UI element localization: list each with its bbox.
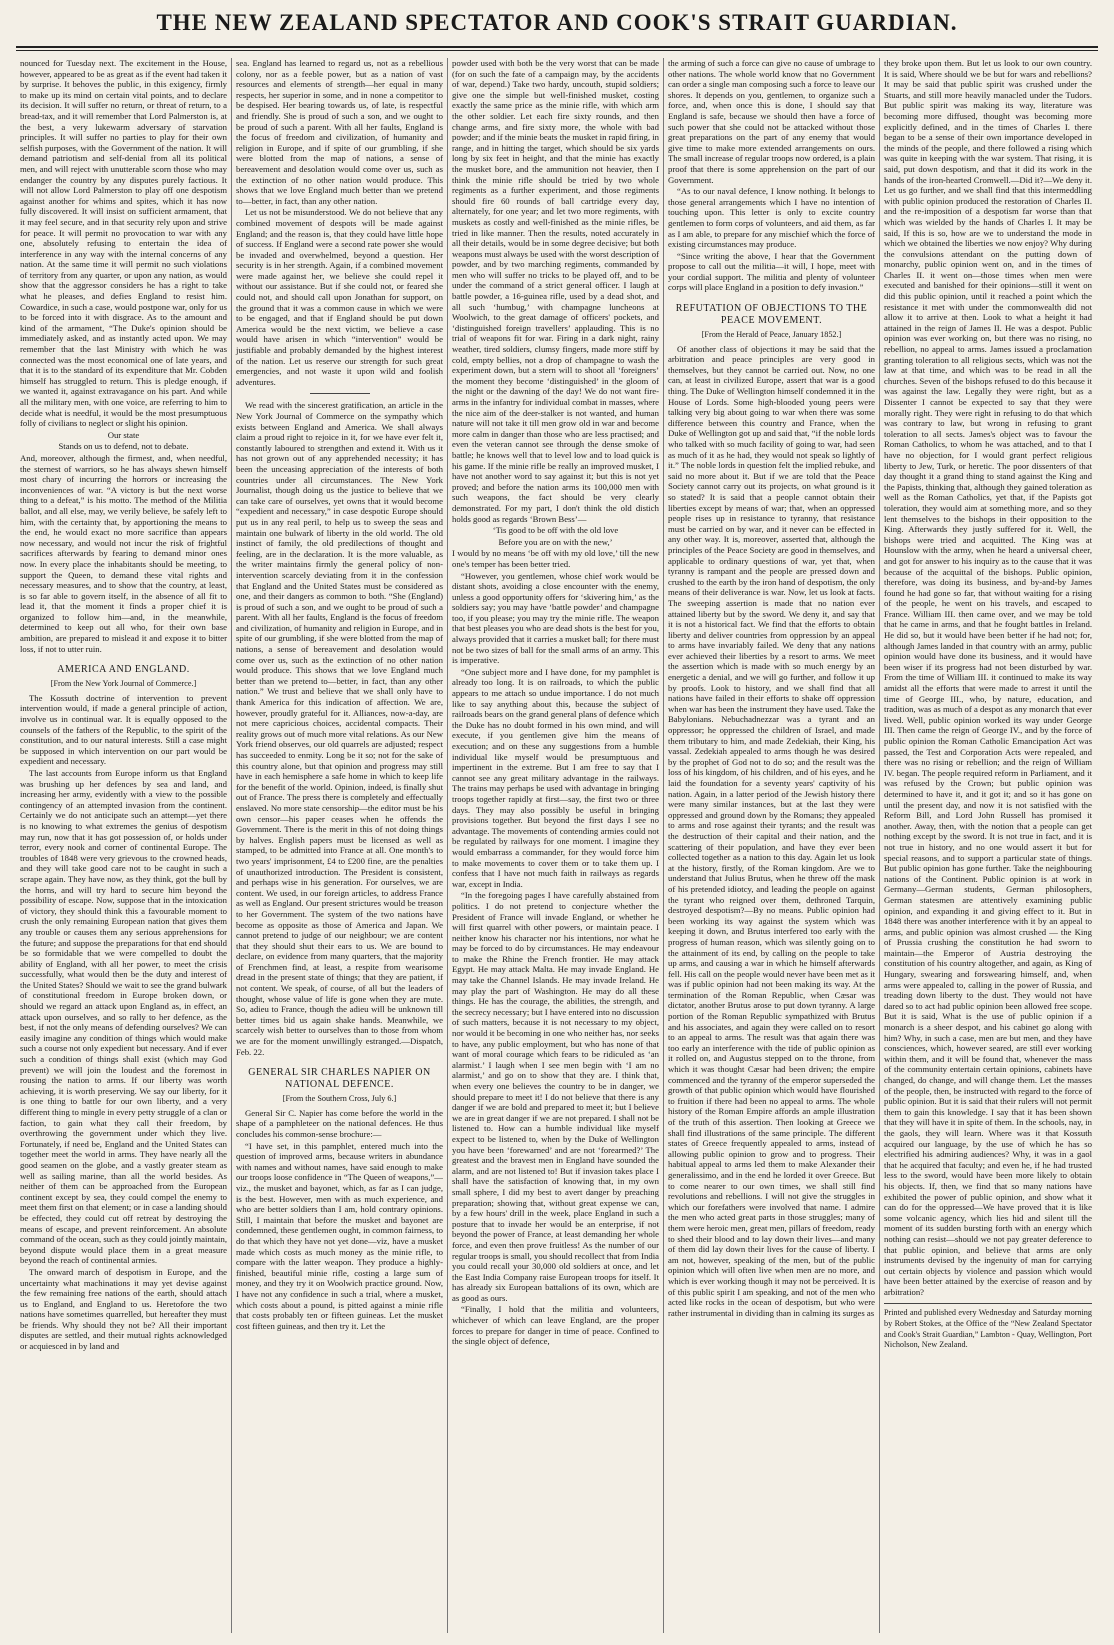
article-paragraph: “One subject more and I have done, for my pamphlet is already too long. It is on railroads, to which the public appears to me attach so undue importance. I do not much like to say anything about this, because the subject of railroads bears on the grand general plans of defence which the Duke has no doubt formed in his own mind, and will execute, if you gentlemen give him the means of execution; and on these any suggestions from a humble individual like myself would be presumptuous and impertinent in the extreme. But I am free to say that I cannot see any great military advantage in the railways. The trains may perhaps be used with advantage in bringing troops together rapidly at first—say, the first two or three days. They may also possibly be useful in bringing provisions together. But beyond the first days I see no advantage. The movements of contending armies could not be regulated by railways for one moment. I imagine they would embarrass a commander, for they would force him to make movements to cover them or to take them up. I confess that I have not much faith in railways as regards war, except in India. — [452, 666, 659, 889]
article-paragraph: We read with the sincerest gratification, an article in the New York Journal of Commerce on the sympathy which exists between England and America. We shall always claim a proud right to rejoice in it, for we have ever felt it, constantly laboured to strengthen and extend it. With us it has not grown out of any apprehended necessity; it has been the unceasing appreciation of the interests of both countries under all circumstances. The New York Journalist, though doing us the justice to believe that we can take care of ourselves, yet owns that it would become “expedient and necessary,” in case despotic Europe should put us in any real peril, to help us to sweep the seas and maintain one bulwark of liberty in the old world. The old instinct of family, the old predilections of thought and feeling, are in the declaration. It is the more valuable, as the writer maintains firmly the general policy of non-intervention scarcely deviating from it in the confession that England and the United States must be considered as one, and their dangers as common to both. “She (England) is proud of such a son, and we ought to be proud of such a parent. With all her faults, England is the focus of freedom and civilization, of humanity and religion in Europe, and in spite of our grumbling, if she were blotted from the map of nations, a sense of bereavement and desolation would come over us, such as the extinction of no other nation would produce. This shows that we love England much better than we pretend to—better, in fact, than any other nation.” We trust and believe that we shall only have to thank America for this indication of affection. We are, however, proudly grateful for it. Alliances, now-a-day, are not mere capricious choices, accidental compacts. Their reality grows out of much more vital relations. As our New York friend observes, our old quarrels are adjusted; respect has succeeded to enmity. Long be it so; not for the sake of this country alone, but that opinion and progress may still have in each hemisphere a safe home in which to keep life for the benefit of the world. Opinion, indeed, is finally shut out of France. The press there is completely and effectually enslaved. No more state censorship—the editor must be his own censor—his paper ceases when he offends the Government. There is the merit in this of not doing things by halves. English papers must be licensed as well as stamped, to be admitted into France at all. One month's to two years' imprisonment, £4 to £200 fine, are the penalties of unauthorized introduction. The President is consistent, and perhaps wise in his generation. For ourselves, we are content. We used, in our foreign articles, to address France as well as England. Our present strictures would be treason to her Government. The system of the two nations have become as opposite as those of America and Japan. We cannot pretend to judge of our neighbour; we are content that they should shut their ears to us. We are bound to declare, on evidence from many quarters, that the majority of Frenchmen find, at least, a respite from wearisome dread in the present state of things; that they are patient, if not content. We speak, of course, of all but the leaders of thought, whose value of life is gone when they are mute. So, adieu to France, though the adieu will be unknown till better times bid us again shake hands. Meanwhile, we scarcely wish better to ourselves than to those from whom we are for the moment unwillingly estranged.—Dispatch, Feb. 22. — [236, 400, 443, 1057]
article-paragraph: powder used with both be the very worst that can be made (for on such the fate of a campaign may, by the accidents of war, depend.) Take two hardy, uncouth, stupid soldiers; give one the simple but well-finished musket, costing exactly the same price as the minie rifle, with which arm the other soldier. Let each fire sixty rounds, and then change arms, and fire sixty more, the whole with bad powder; and if the minie beats the musket in rapid firing, in range, and in hitting the target, which should be six yards long by six feet in height, and that the minie has exactly the musket bore, and the ammunition not heavier, then I think the minie rifle should be tried by two whole regiments as a further experiment, and those regiments should fire 60 rounds of ball cartridge every day, alternately, for one year; and let two more regiments, with muskets as costly and well-finished as the minie rifles, be tried in like manner. Then the results, noted accurately in all their details, would be in some degree decisive; but both weapons must always be used with the worst description of powder, and by two marching regiments, commanded by men who will suffer no tricks to be played off, and to be under the command of a strict general officer. I laugh at battle powder, a 16-guinea rifle, used by a dead shot, and all such ‘humbug,’ with champagne luncheons at Woolwich, to the great damage of officers' pockets, and ‘distinguished foreign travellers’ applauding. This is no trial of weapons fit for war. Firing in a dark night, rainy weather, tired soldiers, clumsy fingers, made more stiff by cold, empty bellies, not a drop of champagne to wash the experiment down, but a stern will to shoot all ‘foreigners’ the moment they become ‘distinguished’ in the gloom of the night or the dawning of the day! We do not want fire-arms in the infantry for individual combat in masses, where the nice aim of the deer-stalker is not wanted, and human nature will not take it till men grow old in war and become more calm in danger than those who are less practised; and even the veteran cannot see through the dense smoke of battle; he knows well that to level low and to load quick is his game. If the minie rifle be really an improved musket, I have not another word to say against it; but this is not yet proved; and before the nation arms its 100,000 men with such weapons, the fact should be very clearly demonstrated. For my part, I don't think the old distich holds good as regards ‘Brown Bess’— — [452, 58, 660, 524]
article-columns — [16, 58, 1098, 1633]
publisher-imprint: Printed and published every Wednesday and Saturday morning by Robert Stokes, at the Office of the “New Zealand Spectator and Cook's Strait Guardian,” Lambton - Quay, Wellington, Port Nicholson, New Zealand. — [884, 1303, 1092, 1350]
article-source: [From the Southern Cross, July 6.] — [282, 1094, 397, 1104]
article-paragraph: The Kossuth doctrine of intervention to prevent intervention would, if made a general principle of action, involve us in continual war. It is equally opposed to the counsels of the fathers of the Republic, to the spirit of the constitution, and to our natural interests. Still a case might be supposed in which intervention on our part would be expedient and necessary. — [20, 692, 227, 767]
article-paragraph: And, moreover, although the firmest, and, when needful, the sternest of warriors, so he has always shewn himself most chary of incurring the horrors or increasing the inconveniences of war. “A victory is but the next worse thing to a defeat,” is his motto. The method of the Militia ballot, and all else, may, we verily believe, be safely left to him, with the certainty that, by apportioning the means to the end, he would exact no more sacrifice than appears now necessary, and would not incur the risk of frightful sacrifices afterwards by fearing to demand minor ones now. In every place the inhabitants should be meeting, to support the Queen, to demand these vital rights and necessary measures, and to show that the country, at least, is so far able to govern itself, in the absence of all fit to lead it, that the moment it finds a proper chief it is organized to follow him—and, in the meanwhile, determined to keep out all who, for their own base ambition, are prepared to mislead it and expose it to bitter loss, if not to utter ruin. — [20, 452, 227, 654]
article-source: [From the Herald of Peace, January 1852.] — [701, 330, 842, 340]
article-headline: REFUTATION OF OBJECTIONS TO THE PEACE MOVEMENT. — [675, 303, 868, 327]
article-paragraph: nounced for Tuesday next. The excitement in the House, however, appeared to be as great as if the event had taken it by surprise. It behoves the public, in this exigency, firmly to make up its mind on certain vital points, and to declare its decision. It will suffer no return, or threat of return, to a bread-tax, and it will remember that Lord Palmerston is, at the best, a very lukewarm adversary of starvation principles. It will suffer no parties to play for their own selfish purposes, with the Government of the nation. It will demand patriotism and self-denial from all its political men, and will reject with unutterable scorn those who may endanger the country by any disputes purely factious. It will not allow Lord Palmerston to play off one despotism against another for whims and spites, which it has now fully discovered. It will insist on sufficient armament, that it may feel secure, and in that security rely upon and strive for peace. It will permit no provocation to war with any one, absolutely refusing to entertain the idea of interference in any way with the internal concerns of any nation. At the same time it will permit no such violations of territory from any quarter, or upon any nation, as would show that the aggressor considers he has a right to take what he pleases, and defies England to resist him. Cowardice, in such a case, would postpone war, only for us to be forced into it with disgrace. As to the amount and kind of the armament, “The Duke's opinion should be immediately asked, and as instantly acted upon. We may remember that the last Ministry with which he was connected was the most economical one of late years, and that it is to the standard of its expenditure that Mr. Cobden himself has struggled to return. This is pledge enough, if we wanted it, against extravagance on his part. And while all the military men, with one voice, are referring to him to decide what is needful, it would be the most presumptuous folly of civilians to neglect or slight his opinion. — [20, 58, 227, 429]
article-paragraph: the arming of such a force can give no cause of umbrage to other nations. The whole world know that no Government can order a single man composing such a force to leave our shores. It depends on you, gentlemen, to organize such a force, and, when once this is done, I should say that England is safe, because we should then have a force of such power that she could not be attacked without those great preparations on the part of any enemy that would give time to make more extended arrangements on ours. The small increase of regular troops now ordered, is a plain proof that there is some apprehension on the part of our Government. — [668, 58, 875, 185]
article-paragraph: “I have set, in this pamphlet, entered much into the question of improved arms, because writers in abundance with names and without names, have said enough to make our troops loose confidence in “The Queen of weapons,”—viz., the musket and bayonet, which, as far as I can judge, is the best. However, men with as much experience, and who are better soldiers than I am, hold contrary opinions. Still, I maintain that before the musket and bayonet are condemned, these gentlemen ought, in common fairness, to do that which they have not yet done—viz, have a musket made which costs as much money as the minie rifle, to compare with the latter weapon. They produce a highly-finished, beautiful minie rifle, costing a large sum of money, and they try it on Woolwich practice ground. Now, I have not any confidence in such a trial, where a musket, which costs about a pound, is pitted against a minie rifle that costs probably ten or fifteen guineas. Let the musket cost fifteen guineas, and then try it. Let the — [236, 1140, 443, 1331]
section-divider — [310, 393, 370, 394]
newspaper-title: THE NEW ZEALAND SPECTATOR AND COOK'S STRAIT GUARDIAN. — [156, 10, 958, 35]
article-paragraph: “As to our naval defence, I know nothing. It belongs to those general arrangements which I have no intention of touching upon. This letter is only to excite country gentlemen to form corps of volunteers, and aid them, as far as I am able, to prepare for any mischief which the force of existing circumstances may produce. — [668, 186, 875, 250]
column-1 — [16, 58, 232, 1633]
masthead-rule — [16, 46, 1098, 48]
article-paragraph: Let us not be misunderstood. We do not believe that any combined movement of despots will be made against England; and the reason is, that they could have little hope of success. If England were a second rate power she would be invaded and overwhelmed, beyond a question. Her security is in her strength. Again, if a combined movement were made against her, we believe she could repel it without our assistance. But if she could not, or feared she could not, and should call upon Jonathan for support, on the ground that it was a common cause in which we were to be engaged, and that if England should be put down America would be the next victim, we believe a case would have arisen in which “intervention” would be justifiable and probably demanded by the highest interest of the nation. Let us reserve our strength for such great emergencies, and not waste it upon wild and foolish adventures. — [236, 207, 443, 387]
masthead-rule-thin — [16, 50, 1098, 51]
article-paragraph: General Sir C. Napier has come before the world in the shape of a pamphleteer on the national defences. He thus concludes his common-sense brochure:— — [236, 1107, 443, 1139]
article-headline: AMERICA AND ENGLAND. — [57, 664, 190, 676]
column-4 — [664, 58, 880, 1633]
quoted-verse: Our state — [107, 429, 140, 440]
article-paragraph: “However, you gentlemen, whose chief work would be distant shots, avoiding a close encounter with the enemy, unless a good opportunity offers for ‘skivering him,’ as the soldiers say; you may have ‘battle powder’ and champagne too, if you please; you may try the minie rifle. The weapon that best pleases you who are dead shots is the best for you, always provided that it carries a musket ball; for there must not be two sizes of ball for the small arms of an army. This is imperative. — [452, 570, 659, 666]
article-paragraph: Of another class of objections it may be said that the arbitration and peace principles are very good in themselves, but they cannot be carried out. Now, no one can, at least in civilized Europe, assert that war is a good thing. The Duke of Wellington himself condemned it in the House of Lords. Some high-blooded young peers were talking very big about going to war when there was some difference between this country and France, when the Duke of Wellington got up and said that, “if the noble lords who talked with so much facility of going to war, had seen as much of it as he had, they would not speak so lightly of it.” The noble lords in question felt the implied rebuke, and said no more about it. But if we are told that the Peace Society cannot carry out its projects, on what ground is it so stated? It is said that a people cannot obtain their liberties except by means of war; that, when an oppressed people rises up in resistance to tyranny, that resistance must be carried on by war, and it never can be effected in any other way. It is, moreover, asserted that, although the principles of the Peace Society are good in themselves, and applicable to ordinary questions of war, yet that, when tyranny is rampant and the people are pressed down and crushed to the earth by the iron hand of despotism, the only means of their deliverance is war. Now, let us look at facts. The sweeping assertion is made that no nation ever attained liberty but by the sword. We deny it, and say that it is not a historical fact. We find that the efforts to obtain liberty and deliver countries from oppression by an appeal to arms have invariably failed. We deny that any nations ever achieved their liberties by a resort to arms. We meet the assertion which is made with so much energy by an energetic a denial, and we will go further, and follow it up by proofs. Look to history, and we shall find that all nations have failed in their efforts to shake off oppression when war has been the instrument they have used. Take the Babylonians. Nebuchadnezzar was a tyrant and an oppressor; he oppressed the children of Israel, and made them tributary to him, and made Zedekiah, their King, his vassal. Zedekiah appealed to arms though he was desired by the prophet of God not to do so; and the result was the loss of his kingdom, of his children, and of his eyes, and he laid the foundation for a seventy years' captivity of his nation. Again, in a latter period of the Jewish history there were many similar instances, but at the last they were oppressed and ground down by the Romans; they appealed to arms and rose against their tyrants; and the result was the destruction of their capital and their nation, and the scattering of their population, and have they ever been collected together as a nation to this day. Again let us look at the history, firstly, of the Roman kingdom. Are we to understand that Julius Brutus, when he threw off the mask of his pretended idiotcy, and leading the people on against the tyrant who reigned over them, dethroned Tarquin, destroyed despotism?—By no means. Public opinion had been working its way against the system which was keeping it down, and Brutus interfered too early with the progress of human reason, which was silently going on to the attainment of its end, by calling on the people to take up arms, and causing a war in which he himself afterwards fell. His call on the people would never have been met as it was if public opinion had not been making its way. At the termination of the Roman Republic, when Cæsar was dictator, another Brutus arose to put down tyranny. A large portion of the Roman Republic sympathized with Brutus and his associates, and again they were called on to resort to an appeal to arms. The result was that again there was too early an interference with the tide of public opinion as it rolled on, and Augustus stepped on to the throne, from which it was thought Cæsar had been driven; the empire commenced and the tyranny of the emperor superseded the growth of that public opinion which would have flourished to fruition if there had been no appeal to arms. The whole history of the Roman Empire affords an ample illustration of the truth of this assertion. Then looking at Greece we shall find illustrations of the same principle. The different states of Greece frequently appealed to arms, instead of allowing public opinion to grow and to progress. Their habitual appeal to arms led them to make Alexander their generalissimo, and in the end he lorded it over Greece. But to come nearer to our own times, we shall still find revolutions and rebellions. I will not give the struggles in which our forefathers were involved that name. I admire the men who acted great parts in those struggles; many of them were heroic men, great men, pillars of freedom, ready to shed their blood and to lay down their lives—and many of them did lay down their lives for the cause of liberty. I am not, however, speaking of the men, but of the public opinion which will often live when men are no more, and which is ever working though it may not be perceived. It is of this public spirit I am speaking, and not of the men who acted like rocks in the ocean of despotism, but who were rather instrumental in dividing than in calming its surges as — [668, 343, 875, 1318]
column-5 — [880, 58, 1096, 1633]
article-source: [From the New York Journal of Commerce.] — [50, 679, 197, 689]
article-paragraph: sea. England has learned to regard us, not as a rebellious colony, nor as a feeble power, but as a nation of vast resources and elements of strength—her equal in many respects, her superior in some, and in none a competitor to be despised. Her bearing towards us, of late, is respectful and friendly. She is proud of such a son, and we ought to be proud of such a parent. With all her faults, England is the focus of freedom and civilization, of humanity and religion in Europe, and if spite of our grumbling, if she were blotted from the map of nations, a sense of bereavement and desolation would come over us, such as the extinction of no other nation would produce. This shows that we love England much better than we pretend to—better, in fact, than any other nation. — [236, 58, 443, 206]
masthead — [0, 0, 1114, 54]
column-2 — [232, 58, 448, 1633]
quoted-verse: ‘Tis good to be off with the old love — [492, 525, 619, 536]
article-paragraph: The onward march of despotism in Europe, and the uncertainty what machinations it may yet devise against the few remaining free nations of the earth, should attach us to England, and England to us. Heretofore the two nations have sometimes quarrelled, but hereafter they must be friends. Why should they not be? All their important disputes are settled, and their mutual rights acknowledged or acquiesced in by land and — [20, 1266, 227, 1352]
article-paragraph: The last accounts from Europe inform us that England was brushing up her defences by sea and land, and increasing her army, evidently with a view to the possible contingency of an attempted invasion from the continent. Certainly we do not anticipate such an attempt—yet there is no knowing to what extremes the genius of despotism may run, now that it has got possession of, or holds under terror, every nook and corner of continental Europe. The troubles of 1848 were very grievous to the crowned heads, and they will take good care not to be caught in such a scrape again. They have now, as they think, got the bull by the horns, and will try hard to secure him beyond the possibility of escape. Now, suppose that in the intoxication of victory, they should think this a favourable moment to crush the only remaining European nation that gives them any trouble or causes them any serious apprehensions for the future; and suppose the preparations for that end should be so formidable that we were compelled to doubt the ability of England, with all her power, to meet the crisis successfully, what would then be the duty and interest of the United States? Should we wait to see the grand bulwark of constitutional freedom in Europe broken down, or should we regard an attack upon England as, in effect, an attack upon ourselves, and so rally to her defence, as the best, if not the only means of defending ourselves? We can easily imagine any condition of things which would make such a course not only expedient but necessary. And if ever such a condition of things shall exist (which may God prevent) we will join the loudest and the foremost in rousing the nation to arms. If our liberty was worth achieving, it is worth preserving. We say our liberty, for it is one thing to battle for our own liberty, and a very different thing to mingle in every petty struggle of a clan or faction, to gain what they call their freedom, by overthrowing the government under which they live. Fortunately, if need be, England and the United States can together meet the world in arms. They have nearly all the good seamen on the globe, and a vastly greater steam as well as sailing marine, than all the world besides. As neither of them can be approached from the European continent except by sea, they could compel the enemy to meet them first on that element; or in case a landing should be effected, they could cut off retreat by destroying the means of escape, and prevent reinforcement. An absolute command of the ocean, such as they could jointly maintain, beyond dispute would place them in a great measure beyond the reach of continental armies. — [20, 768, 228, 1266]
article-paragraph: they broke upon them. But let us look to our own country. It is said, Where should we be but for wars and rebellions? It may be said that public spirit was crushed under the Stuarts, and still more heavily manacled under the Tudors. But public spirit was making its way, literature was becoming more diffused, thought was becoming more explicitly defined, and in the times of Charles I. there began to be a sense of their own importance developed in the minds of the people, and there followed a rising which was quite in keeping with the war system. That rising, it is said, put down despotism, and that it did its work in the hands of the iron-hearted Cromwell.—Did it?—We deny it. Let us go further, and we shall find that this intermeddling with public opinion produced the restoration of Charles II. and the re-imposition of a despotism far worse than that which was wielded by the hands of Charles I. It may be said, If this is so, how are we to understand the mode in which we obtained the liberties we now enjoy? Why during the convulsions attendant on the putting down of monarchy, public opinion went on, and in the times of Charles II. it went on—those times when men were executed and banished for their opinions—still it went on did this public opinion, until it reached a point which the resistance it met with under the commonwealth did not allow it to arrive at then. Look to what a height it had attained in the reign of James II. He was a despot. Public opinion was ever working on, but there was no rising, no rebellion, no appeal to arms. James issued a proclamation granting toleration to all religious sects, which was not the law at that time, and which was to be read in all the churches. Seven of the bishops refused to do this because it was against the law. Legally they were right, but as a Dissenter I cannot be expected to say that they were morally right. They were right in refusing to do that which was contrary to law, but wrong in refusing to grant toleration to all sects. James's object was to favour the Roman Catholics, to whom he was attached, and to that I have no objection, for I would grant perfect religious liberty to Jew, Turk, or heretic. The poor dissenters of that day thought it a grand thing to stand against the King and the Papists, thinking that, although they gained toleration as well as the Roman Catholics, yet that, if the Papists got toleration, they would aim at something more, and so they lent themselves to the bishops in their opposition to the King. Afterwards they justly suffered for it. Well, the bishops were tried and acquitted. The King was at Hounslow with the army, when he heard a universal cheer, and got for answer to his inquiry as to the cause that it was because of the acquittal of the bishops. Public opinion, therefore, was doing its business, and by-and-by James found he had gone so far, that without waiting for a rising of the people, he went on his travels, and escaped to France. William III. then came over, and we may be told that he came in arms, and that he fought battles in Ireland. He did so, but it would have been better if he had not; for, although James landed in that country with an army, public opinion would have done its business, and it would have been wiser if its progress had not been disturbed by war. From the time of William III. it continued to make its way amidst all the efforts that were made to arrest it until the time of George III., who, by nature, education, and tradition, was as much of a despot as any monarch that ever lived. Well, public opinion worked its way under George III. Then came the reign of George IV., and by the force of public opinion the Roman Catholic Emancipation Act was passed, the Test and Corporation Acts were repealed, and there was no rising or rebellion; and the reign of William IV. began. The people required reform in Parliament, and it was refused by the Crown; but public opinion was determined to have it, and it got it; and so it has gone on until the present day, and now it is not satisfied with the Reform Bill, and Lord John Russell has promised it another. Away, then, with the notion that a people can get nothing except by the sword. It is not true in fact, and it is not true in history, and no one would assert it but for special reasons, and to support a particular state of things. But public opinion has gone further. Take the neighbouring nations of the Continent. Public opinion is at work in Germany—German students, German philosophers, German statesmen are attentively examining public opinion, and expanding it and giving effect to it. But in 1848 there was another interference with it by an appeal to arms, and public opinion was almost crushed — the King of Prussia crushing the constitution he had sworn to maintain—the Emperor of Austria destroying the constitution of his country altogether, and again, as King of Hungary, swearing and forswearing himself, and, when arms were appealed to, calling in the power of Russia, and treading down liberty to the dust. They would not have dared so to act had public opinion been allowed free scope. But it is said, What is the use of public opinion if a monarch is a sheer despot, and his cabinet go along with him? Why, in such a case, men are but men, and they have consciences, which, however seared, are still ever working within them, and it will be found that, whenever the mass of the community entertain certain opinions, cabinets have changed, do change, and will change them. Let the masses of the people, then, be instructed with regard to the force of public opinion. But it is said that their rulers will not permit them to gain this knowledge. I say that it has been shown that they will have it in spite of them. In the schools, nay, in the gaols, they will learn. Where was it that Kossuth acquired our language, by the use of which he has so electrified his admiring audiences? Why, it was in a gaol that he acquired that faculty; and even he, if he had trusted less to the sword, would have been more likely to obtain his objects. If, then, we find that so many nations have exhibited the power of public opinion, and show what it can do for the oppressed—We have proved that it is like some volcanic agency, which lies hid and silent till the moment of its sudden bursting forth with an energy which nothing can resist—should we not pay greater deference to that public opinion, and believe that arms are only instruments devised by the ingenuity of man for carrying out certain objects by violence and passion which would have been better attained by the exercise of reason and by arbitration? — [884, 58, 1092, 1297]
article-paragraph: “In the foregoing pages I have carefully abstained from politics. I do not pretend to conjecture whether the President of France will invade England, or whether he will first quarrel with other powers, or maintain peace. I neither know his character nor his intentions, nor what he may be forced to do by circumstances. He may endeavour to make the Rhine the French frontier. He may attack Egypt. He may attack Malta. He may invade England. He may take the Channel Islands. He may invade Ireland. He may play the part of Washington. He may do all these things. He has the courage, the abilities, the strength, and the secrecy necessary; but I have entered into no discussion of such matters, because it is not necessary to my object, nor would it be becoming in one who neither has, nor seeks to have, any public employment, but who has none of that want of moral courage which fears to be ridiculed as ‘an alarmist.’ I laugh when I see men begin with ‘I am no alarmist,’ and go on to show that they are. I think that, when every one believes the country to be in danger, we should prepare to meet it! I do not believe that there is any danger if we are bold and prepared to meet it; but I believe we are in great danger if we are not prepared. I shall not be listened to. How can a humble individual like myself expect to be listened to, when by the Duke of Wellington you have been ‘forewarned’ and are not ‘forearmed?’ The greatest and the bravest men in England have sounded the alarm, and are not listened to! But if invasion takes place I shall have the satisfaction of knowing that, in my own small sphere, I did my best to avert danger by preaching preparation; showing that, without great expense we can, by a few hours' drill in the week, place England in such a posture that to invade her would be an enterprise, if not beyond the power of France, at least demanding her whole force, and even then prove fruitless! As the number of our regular troops is small, you should recollect that from India you could recall your 30,000 old soldiers at once, and let the East India Company raise European troops for itself. It has already six European battalions of its own, which are as good as ours. — [452, 890, 660, 1303]
quoted-verse: Stands on us to defend, not to debate. — [58, 441, 189, 452]
article-headline: GENERAL SIR CHARLES NAPIER ON NATIONAL DEFENCE. — [248, 1067, 431, 1091]
article-paragraph: “Finally, I hold that the militia and volunteers, whichever of which can leave England, are the proper forces to prepare for danger in time of peace. Confined to the single object of defence, — [452, 1304, 659, 1347]
article-paragraph: I would by no means ‘be off with my old love,’ till the new one's temper has been better tried. — [452, 548, 659, 569]
column-3 — [448, 58, 664, 1633]
quoted-verse: Before you are on with the new,’ — [498, 536, 613, 547]
article-paragraph: “Since writing the above, I hear that the Government propose to call out the militia—it will, I hope, meet with your cordial support. The militia and plenty of volunteer corps will place England in a position to defy invasion.” — [668, 250, 875, 293]
